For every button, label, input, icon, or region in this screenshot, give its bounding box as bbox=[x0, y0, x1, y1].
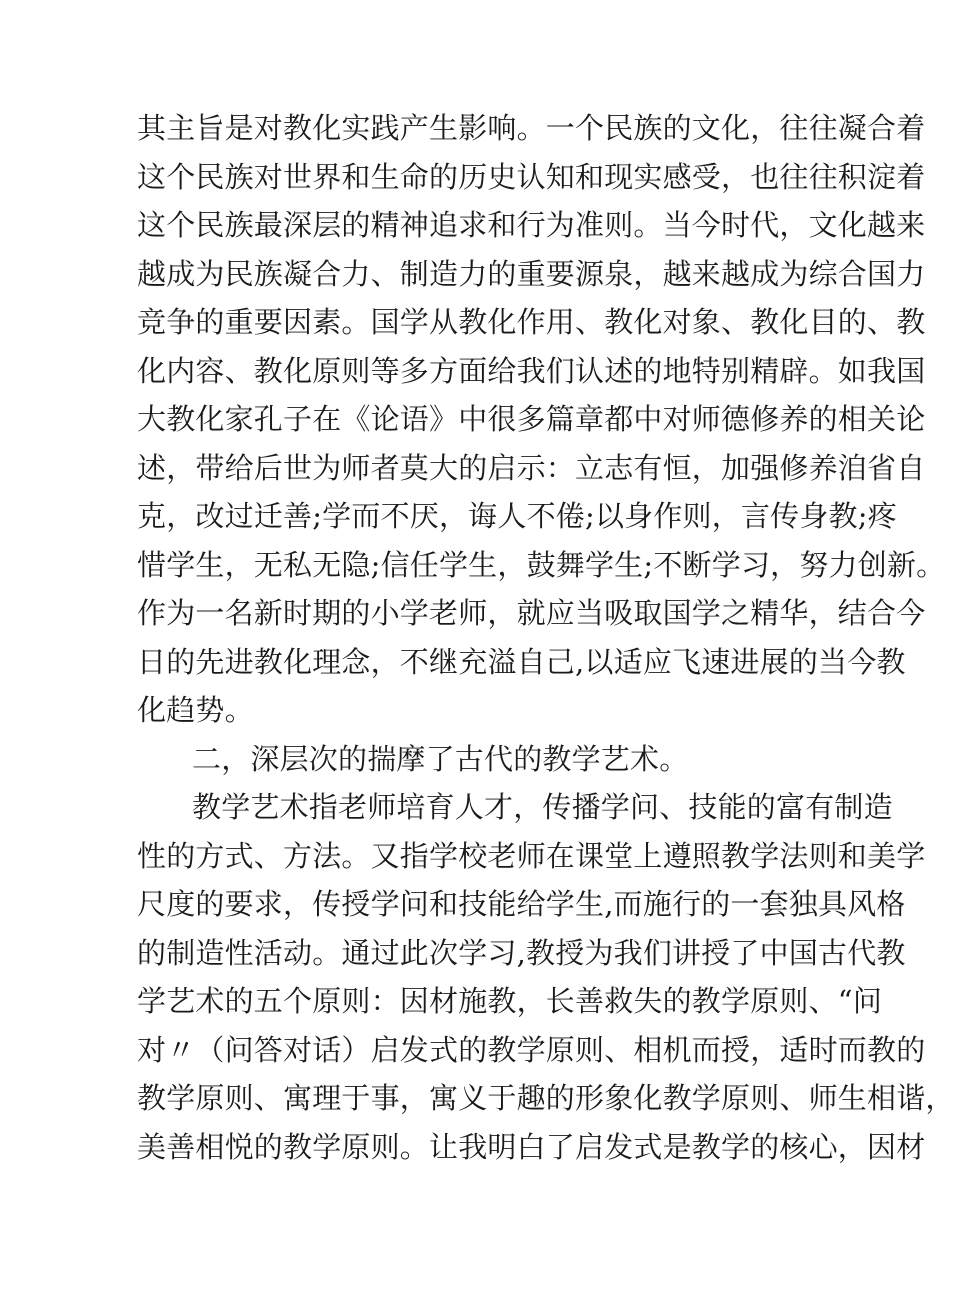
text-line: 竞争的重要因素。国学从教化作用、教化对象、教化目的、教 bbox=[137, 305, 926, 339]
text-line: 对〃（问答对话）启发式的教学原则、相机而授，适时而教的 bbox=[137, 1032, 926, 1067]
text-line: 性的方式、方法。又指学校老师在课堂上遵照教学法则和美学 bbox=[137, 838, 926, 873]
text-line: 克，改过迁善;学而不厌，诲人不倦;以身作则，言传身教;疼 bbox=[137, 499, 897, 533]
text-line: 教学艺术指老师培育人才，传播学问、技能的富有制造 bbox=[192, 790, 893, 824]
document-text-block bbox=[137, 104, 955, 1171]
text-line: 这个民族对世界和生命的历史认知和现实感受，也往往积淀着 bbox=[137, 159, 926, 194]
text-line: 尺度的要求，传授学问和技能给学生,而施行的一套独具风格 bbox=[137, 887, 906, 921]
text-line: 其主旨是对教化实践产生影响。一个民族的文化，往往凝合着 bbox=[137, 111, 926, 145]
text-line: 述，带给后世为师者莫大的启示：立志有恒，加强修养洎省自 bbox=[137, 450, 926, 485]
text-line: 学艺术的五个原则：因材施教，长善救失的教学原则、“问 bbox=[137, 984, 883, 1018]
text-line: 惜学生，无私无隐;信任学生，鼓舞学生;不断学习，努力创新。 bbox=[137, 547, 946, 582]
text-line: 大教化家孔子在《论语》中很多篇章都中对师德修养的相关论 bbox=[137, 402, 926, 436]
text-line: 日的先进教化理念，不继充溢自己,以适应飞速进展的当今教 bbox=[137, 644, 906, 679]
text-line: 二，深层次的揣摩了古代的教学艺术。 bbox=[192, 741, 689, 776]
text-line: 的制造性活动。通过此次学习,教授为我们讲授了中国古代教 bbox=[137, 935, 906, 970]
text-line: 越成为民族凝合力、制造力的重要源泉，越来越成为综合国力 bbox=[137, 256, 926, 291]
text-line: 教学原则、寓理于事，寓义于趣的形象化教学原则、师生相谐， bbox=[137, 1081, 955, 1115]
text-line: 这个民族最深层的精神追求和行为准则。当今时代，文化越来 bbox=[137, 208, 926, 242]
text-line: 美善相悦的教学原则。让我明白了启发式是教学的核心，因材 bbox=[137, 1129, 926, 1164]
text-line: 作为一名新时期的小学老师，就应当吸取国学之精华，结合今 bbox=[137, 596, 926, 630]
text-line: 化内容、教化原则等多方面给我们认述的地特别精辟。如我国 bbox=[137, 353, 926, 388]
text-line: 化趋势。 bbox=[137, 693, 254, 727]
